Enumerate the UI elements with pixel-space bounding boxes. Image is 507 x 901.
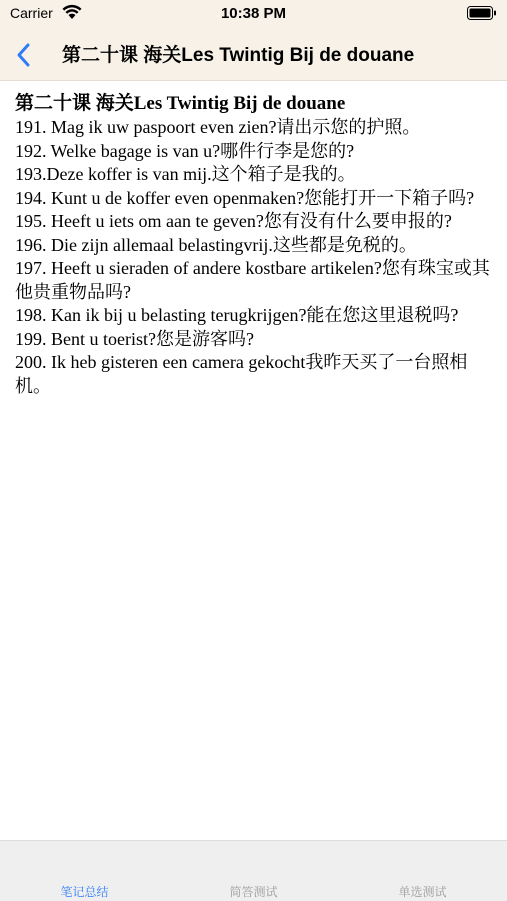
phrase-line: 196. Die zijn allemaal belastingvrij.这些都是免税的。 xyxy=(15,234,417,255)
tab-multiple-choice-test[interactable]: 单选测试 xyxy=(398,885,447,899)
carrier-label: Carrier xyxy=(10,5,53,21)
status-bar xyxy=(0,0,507,28)
back-chevron-icon[interactable] xyxy=(14,42,34,68)
phrase-line: 191. Mag ik uw paspoort even zien?请出示您的护照。 xyxy=(15,117,421,137)
tab-short-answer-test[interactable]: 简答测试 xyxy=(229,885,278,899)
phrase-line: 193.Deze koffer is van mij.这个箱子是我的。 xyxy=(15,164,356,184)
phrase-line: 199. Bent u toerist?您是游客吗? xyxy=(15,328,254,349)
phrase-line: 194. Kunt u de koffer even openmaken?您能打开一下箱子吗? xyxy=(15,187,475,208)
battery-icon xyxy=(467,6,497,20)
phrase-line: 198. Kan ik bij u belasting terugkrijgen?能在您这里退税吗? xyxy=(15,305,459,325)
clock: 10:38 PM xyxy=(220,5,287,22)
phrase-line: 195. Heeft u iets om aan te geven?您有没有什么要申报的? xyxy=(15,211,452,231)
phrase-line: 197. Heeft u sieraden of andere kostbare artikelen?您有珠宝或其他贵重物品吗? xyxy=(15,258,490,302)
lesson-heading: 第二十课 海关Les Twintig Bij de douane xyxy=(15,93,346,114)
phrase-line: 200. Ik heb gisteren een camera gekocht我昨天买了一台照相机。 xyxy=(15,352,468,396)
navigation-bar xyxy=(0,28,507,81)
tab-bar xyxy=(0,840,507,901)
phrase-line: 192. Welke bagage is van u?哪件行李是您的? xyxy=(15,140,355,161)
tab-notes-summary[interactable]: 笔记总结 xyxy=(60,885,109,899)
page-title: 第二十课 海关Les Twintig Bij de douane xyxy=(62,45,415,66)
lesson-content xyxy=(15,92,495,398)
